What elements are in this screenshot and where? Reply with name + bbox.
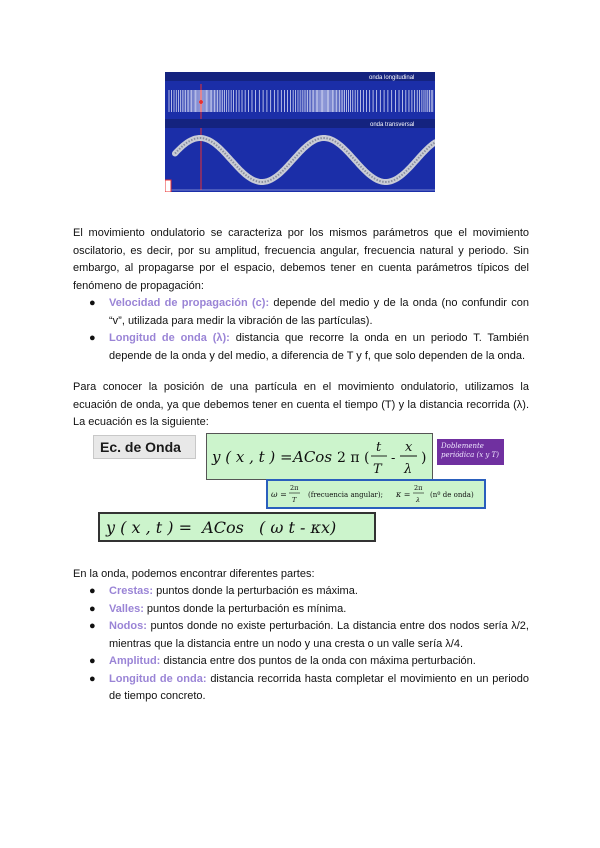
wave-equation-main	[206, 433, 433, 480]
list-item	[73, 295, 529, 330]
term-description: distancia entre dos puntos de la onda con máxima perturbación.	[160, 655, 476, 667]
term-label: Longitud de onda:	[109, 672, 207, 685]
fraction-x-numerator: x	[405, 440, 413, 455]
term-description: puntos donde la perturbación es máxima.	[153, 585, 358, 597]
equation-two-pi: 2 π (	[337, 450, 370, 466]
term-description: depende del medio y de la onda (no confundir con “v”, utilizada para medir la vibración de las partículas).	[109, 297, 529, 327]
term-label: Longitud de onda (λ):	[109, 332, 230, 344]
list-item	[73, 653, 529, 671]
position-paragraph: Para conocer la posición de una partícula en el movimiento ondulatorio, utilizamos la ecuación de onda, ya que debemos tener en cuenta el tiempo (T) y la distancia recorrida (λ). La ecuación es la siguiente:	[73, 381, 529, 428]
bullet-icon: ●	[89, 620, 96, 632]
list-item	[73, 583, 529, 601]
equation-close-paren: )	[421, 450, 427, 466]
term-label: Amplitud:	[109, 655, 161, 667]
kappa-numerator: 2π	[414, 484, 423, 492]
omega-numerator: 2π	[290, 484, 299, 492]
periodicity-note: Doblemente periódica (x y T)	[437, 439, 504, 465]
list-item	[73, 618, 529, 653]
wave-equation-compact	[98, 512, 376, 542]
fraction-t-denominator: T	[373, 462, 382, 477]
term-description: distancia recorrida hasta completar el movimiento en un periodo de tiempo concreto.	[109, 672, 529, 702]
bullet-icon: ●	[89, 672, 96, 685]
equation-title: Ec. de Onda	[93, 435, 196, 459]
bullet-icon: ●	[89, 332, 96, 344]
term-description: puntos donde la perturbación es mínima.	[143, 602, 347, 615]
equation-lhs: y ( x , t ) =	[212, 448, 293, 466]
term-label: Crestas:	[109, 585, 154, 597]
term-label: Nodos:	[109, 620, 147, 632]
bullet-icon: ●	[89, 297, 96, 309]
wave-parts-list	[73, 583, 529, 706]
bullet-icon: ●	[89, 655, 96, 667]
intro-paragraph: El movimiento ondulatorio se caracteriza por los mismos parámetros que el movimiento oscilatorio, es decir, por su amplitud, frecuencia angular, frecuencia natural y periodo. Sin embargo, al propagarse por el espacio, debemos tener en cuenta parámetros típicos del fenómeno de propagación:	[73, 227, 529, 292]
longitudinal-wave-label: onda longitudinal	[369, 75, 415, 81]
term-label: Velocidad de propagación (c):	[109, 297, 270, 309]
parameters-list	[73, 295, 529, 365]
term-label: Valles:	[109, 602, 144, 615]
fraction-t-numerator: t	[376, 440, 382, 455]
kappa-description: (nº de onda)	[430, 491, 474, 499]
list-item	[73, 671, 529, 706]
kappa-denominator: λ	[416, 496, 421, 504]
omega-lhs: ω =	[271, 490, 287, 499]
kappa-lhs: κ =	[396, 490, 411, 499]
omega-description: (frecuencia angular);	[308, 491, 383, 499]
wave-parameters-box	[266, 479, 486, 509]
parts-intro: En la onda, podemos encontrar diferentes partes:	[73, 568, 315, 580]
transversal-wave-label: onda transversal	[370, 122, 415, 128]
list-item	[73, 330, 529, 365]
omega-denominator: T	[292, 496, 297, 504]
wave-figure	[165, 72, 435, 192]
bullet-icon: ●	[89, 585, 96, 597]
fraction-lambda-denominator: λ	[404, 462, 413, 477]
equation-minus: -	[391, 451, 396, 466]
list-item	[73, 601, 529, 619]
bullet-icon: ●	[89, 602, 96, 615]
term-description: puntos donde no existe perturbación. La distancia entre dos nodos sería λ/2, mientras que la distancia entre un nodo y una cresta o un valle sería λ/4.	[109, 620, 529, 650]
compact-equation-text: y ( x , t ) = ACos ( ω t - κx)	[106, 518, 337, 537]
equation-amplitude: ACos	[293, 448, 333, 466]
term-description: distancia que recorre la onda en un periodo T. También depende de la onda y del medio, a diferencia de T y f, que solo dependen de la onda.	[109, 332, 529, 362]
